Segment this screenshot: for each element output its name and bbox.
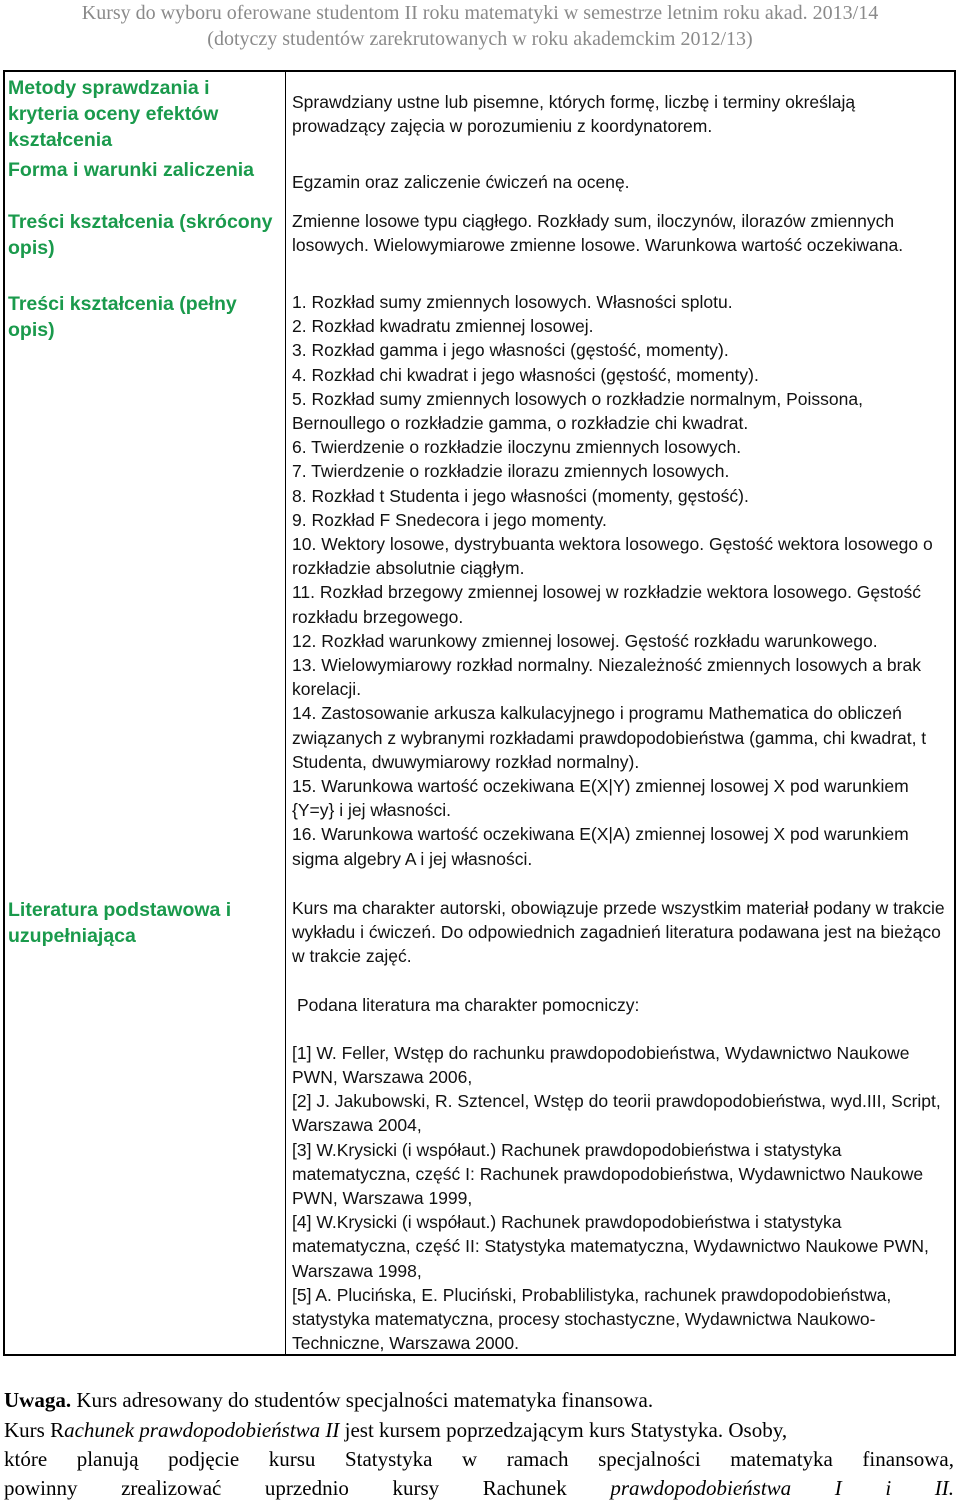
content-item: 7. Twierdzenie o rozkładzie ilorazu zmiennych losowych.	[292, 461, 730, 482]
label-tresci-skrocony: Treści kształcenia (skrócony opis)	[8, 211, 273, 259]
note-line-1	[4, 1416, 954, 1445]
literature-ref: [1] W. Feller, Wstęp do rachunku prawdopodobieństwa, Wydawnictwo Naukowe PWN, Warszawa 2006,	[292, 1042, 910, 1088]
label-tresci-pelny: Treści kształcenia (pełny opis)	[8, 293, 237, 341]
label-forma: Forma i warunki zaliczenia	[8, 159, 254, 181]
course-name: prawdopodobieństwa I i II.	[610, 1476, 954, 1500]
content-item: 14. Zastosowanie arkusza kalkulacyjnego i programu Mathematica do obliczeń związanych z wybranymi rozkładami prawdopodobieństwa (gamma, chi kwadrat, t Studenta, dwuwymiarowy rozkład normalny).	[292, 703, 927, 772]
course-table	[3, 70, 956, 1356]
note-text: Kurs adresowany do studentów specjalności matematyka finansowa.	[71, 1388, 654, 1412]
content-item: 8. Rozkład t Studenta i jego własności (momenty, gęstość).	[292, 485, 749, 506]
note-line-2: które planują podjęcie kursu Statystyka w ramach specjalności matematyka finansowa,	[4, 1447, 954, 1471]
content-item: 16. Warunkowa wartość oczekiwana E(X|A) zmiennej losowej X pod warunkiem sigma algebry A i jej własności.	[292, 824, 909, 869]
content-list	[292, 290, 947, 871]
document-header	[0, 0, 960, 62]
label-metody: Metody sprawdzania i kryteria oceny efektów kształcenia	[8, 77, 219, 151]
value-forma: Egzamin oraz zaliczenie ćwiczeń na ocenę.	[292, 172, 630, 192]
note-text: powinny zrealizować uprzednio kursy Rachunek	[4, 1476, 611, 1500]
note-text: jest kursem poprzedzającym kurs Statystyka. Osoby,	[339, 1418, 788, 1442]
content-item: 3. Rozkład gamma i jego własności (gęstość, momenty).	[292, 340, 729, 361]
column-divider	[285, 72, 286, 1354]
literature-block	[292, 896, 947, 1355]
content-item: 4. Rozkład chi kwadrat i jego własności (gęstość, momenty).	[292, 364, 759, 385]
content-item: 1. Rozkład sumy zmiennych losowych. Własności splotu.	[292, 292, 733, 312]
content-item: 11. Rozkład brzegowy zmiennej losowej w rozkładzie wektora losowego. Gęstość rozkładu brzegowego.	[292, 582, 921, 627]
content-item: 10. Wektory losowe, dystrybuanta wektora losowego. Gęstość wektora losowego o rozkładzie absolutnie ciągłym.	[292, 534, 933, 579]
note-label: Uwaga.	[4, 1388, 72, 1412]
value-metody: Sprawdziany ustne lub pisemne, których formę, liczbę i terminy określają prowadzący zajęcia w porozumieniu z koordynatorem.	[292, 92, 856, 137]
literature-ref: [2] J. Jakubowski, R. Sztencel, Wstęp do teorii prawdopodobieństwa, wyd.III, Script, Warszawa 2004,	[292, 1091, 941, 1136]
note-line-3	[4, 1474, 954, 1503]
label-literatura: Literatura podstawowa i uzupełniająca	[8, 899, 232, 947]
literature-ref: [3] W.Krysicki (i współaut.) Rachunek prawdopodobieństwa i statystyka matematyczna, część I: Rachunek prawdopodobieństwa, Wydawnictwo Naukowe PWN, Warszawa 1999,	[292, 1139, 924, 1209]
content-item: 5. Rozkład sumy zmiennych losowych o rozkładzie normalnym, Poissona, Bernoullego o rozkładzie gamma, o rozkładzie chi kwadrat.	[292, 388, 863, 434]
content-item: 6. Twierdzenie o rozkładzie iloczynu zmiennych losowych.	[292, 437, 742, 458]
literature-ref: [5] A. Plucińska, E. Pluciński, Probablilistyka, rachunek prawdopodobieństwa, statystyka matematyczna, procesy stochastyczne, Wydawnictwa Naukowo-Techniczne, Warszawa 2000.	[292, 1284, 892, 1354]
header-subtitle: (dotyczy studentów zarekrutowanych w roku akademckim 2012/13)	[207, 28, 753, 50]
content-item: 9. Rozkład F Snedecora i jego momenty.	[292, 509, 607, 530]
content-item: 15. Warunkowa wartość oczekiwana E(X|Y) zmiennej losowej X pod warunkiem {Y=y} i jej własności.	[292, 776, 909, 821]
literature-ref: [4] W.Krysicki (i współaut.) Rachunek prawdopodobieństwa i statystyka matematyczna, część II: Statystyka matematyczna, Wydawnictwo Naukowe PWN, Warszawa 1998,	[292, 1212, 929, 1281]
note-uwaga	[4, 1386, 954, 1415]
content-item: 13. Wielowymiarowy rozkład normalny. Niezależność zmiennych losowych a brak korelacji.	[292, 655, 921, 700]
literature-helper: Podana literatura ma charakter pomocniczy:	[297, 994, 640, 1015]
content-item: 12. Rozkład warunkowy zmiennej losowej. Gęstość rozkładu warunkowego.	[292, 630, 878, 651]
header-title: Kursy do wyboru oferowane studentom II roku matematyki w semestrze letnim roku akad. 2013/14	[81, 2, 879, 24]
value-tresci-skrocony: Zmienne losowe typu ciągłego. Rozkłady sum, iloczynów, ilorazów zmiennych losowych. Wielowymiarowe zmienne losowe. Warunkowa wartość oczekiwana.	[292, 211, 904, 256]
course-name: achunek prawdopodobieństwa II	[64, 1418, 340, 1442]
note-text: Kurs R	[4, 1418, 65, 1442]
literature-intro: Kurs ma charakter autorski, obowiązuje przede wszystkim materiał podany w trakcie wykładu i ćwiczeń. Do odpowiednich zagadnień literatura podawana jest na bieżąco w trakcie zajęć.	[292, 898, 945, 967]
content-item: 2. Rozkład kwadratu zmiennej losowej.	[292, 316, 594, 337]
